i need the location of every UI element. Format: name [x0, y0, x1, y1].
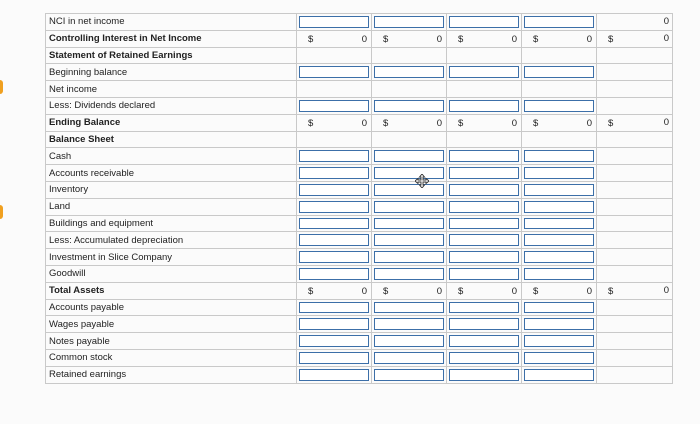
amount-input[interactable]: [449, 100, 519, 112]
input-cell: [447, 64, 522, 81]
row-label: Balance Sheet: [46, 131, 297, 148]
table-row: [46, 232, 673, 249]
total-column-cell: [597, 14, 673, 31]
input-cell: [447, 316, 522, 333]
amount-input[interactable]: [524, 352, 594, 364]
input-cell: [372, 64, 447, 81]
empty-cell: [522, 81, 597, 98]
row-label: Goodwill: [46, 265, 297, 282]
currency-symbol: $: [383, 117, 389, 129]
input-cell: [372, 316, 447, 333]
input-cell: [447, 349, 522, 366]
input-cell: [372, 198, 447, 215]
amount-input[interactable]: [374, 150, 444, 162]
input-cell: [297, 97, 372, 114]
amount-input[interactable]: [374, 167, 444, 179]
amount-input[interactable]: [524, 251, 594, 263]
input-cell: [372, 265, 447, 282]
total-column-value: 0: [663, 16, 669, 28]
total-column-cell: [597, 316, 673, 333]
amount-input[interactable]: [299, 201, 369, 213]
input-cell: [372, 181, 447, 198]
amount-input[interactable]: [374, 218, 444, 230]
row-label: Cash: [46, 148, 297, 165]
empty-cell: [522, 47, 597, 64]
amount-input[interactable]: [524, 100, 594, 112]
row-label: Buildings and equipment: [46, 215, 297, 232]
row-label: Less: Accumulated depreciation: [46, 232, 297, 249]
row-label: Retained earnings: [46, 366, 297, 383]
input-cell: [372, 215, 447, 232]
table-row: [46, 349, 673, 366]
empty-cell: [297, 81, 372, 98]
table-row: [46, 64, 673, 81]
total-cell: [447, 114, 522, 131]
table-row: [46, 14, 673, 31]
total-cell: [372, 114, 447, 131]
row-label: Accounts receivable: [46, 165, 297, 182]
row-label: Notes payable: [46, 333, 297, 350]
row-label: Common stock: [46, 349, 297, 366]
empty-cell: [372, 131, 447, 148]
input-cell: [447, 148, 522, 165]
total-cell: [372, 282, 447, 299]
amount-input[interactable]: [299, 302, 369, 314]
table-row: [46, 148, 673, 165]
amount-input[interactable]: [374, 369, 444, 381]
total-value: 0: [361, 33, 367, 45]
currency-symbol: $: [308, 33, 314, 45]
input-cell: [297, 333, 372, 350]
amount-input[interactable]: [524, 318, 594, 330]
input-cell: [297, 148, 372, 165]
amount-input[interactable]: [449, 318, 519, 330]
amount-input[interactable]: [524, 201, 594, 213]
amount-input[interactable]: [449, 201, 519, 213]
amount-input[interactable]: [449, 335, 519, 347]
move-cursor-icon: [415, 174, 429, 188]
table-row: [46, 215, 673, 232]
table-row: [46, 131, 673, 148]
total-value: 0: [586, 285, 592, 297]
total-cell: [522, 282, 597, 299]
total-column-cell: [597, 47, 673, 64]
total-column-cell: [597, 131, 673, 148]
table-row: [46, 265, 673, 282]
input-cell: [372, 333, 447, 350]
amount-input[interactable]: [449, 251, 519, 263]
amount-input[interactable]: [449, 352, 519, 364]
input-cell: [372, 349, 447, 366]
input-cell: [297, 366, 372, 383]
input-cell: [297, 64, 372, 81]
total-column-cell: [597, 232, 673, 249]
total-value: 0: [511, 33, 517, 45]
currency-symbol: $: [308, 285, 314, 297]
input-cell: [522, 265, 597, 282]
input-cell: [447, 14, 522, 31]
input-cell: [297, 299, 372, 316]
currency-symbol: $: [533, 33, 539, 45]
total-column-cell: [597, 366, 673, 383]
input-cell: [372, 299, 447, 316]
input-cell: [297, 249, 372, 266]
input-cell: [522, 14, 597, 31]
total-column-cell: [597, 181, 673, 198]
row-label: Accounts payable: [46, 299, 297, 316]
table-row: [46, 282, 673, 299]
amount-input[interactable]: [374, 352, 444, 364]
input-cell: [372, 232, 447, 249]
amount-input[interactable]: [524, 218, 594, 230]
input-cell: [297, 316, 372, 333]
currency-symbol: $: [308, 117, 314, 129]
table-row: [46, 333, 673, 350]
input-cell: [447, 333, 522, 350]
total-column-value: 0: [663, 117, 669, 129]
currency-symbol: $: [533, 285, 539, 297]
amount-input[interactable]: [299, 352, 369, 364]
empty-cell: [297, 131, 372, 148]
total-column-value: 0: [663, 285, 669, 297]
table-row: [46, 114, 673, 131]
row-label: Beginning balance: [46, 64, 297, 81]
currency-symbol: $: [608, 285, 614, 297]
currency-symbol: $: [608, 33, 614, 45]
empty-cell: [522, 131, 597, 148]
amount-input[interactable]: [449, 369, 519, 381]
currency-symbol: $: [533, 117, 539, 129]
row-label: Less: Dividends declared: [46, 97, 297, 114]
input-cell: [372, 165, 447, 182]
row-label: Statement of Retained Earnings: [46, 47, 297, 64]
input-cell: [297, 349, 372, 366]
amount-input[interactable]: [299, 335, 369, 347]
total-cell: [297, 282, 372, 299]
table-row: [46, 366, 673, 383]
progress-marker: [0, 205, 3, 219]
total-column-cell: [597, 97, 673, 114]
input-cell: [522, 333, 597, 350]
row-label: NCI in net income: [46, 14, 297, 31]
amount-input[interactable]: [374, 318, 444, 330]
total-column-cell: [597, 333, 673, 350]
input-cell: [372, 366, 447, 383]
amount-input[interactable]: [524, 302, 594, 314]
amount-input[interactable]: [524, 150, 594, 162]
input-cell: [522, 198, 597, 215]
amount-input[interactable]: [524, 16, 594, 28]
input-cell: [522, 181, 597, 198]
amount-input[interactable]: [524, 234, 594, 246]
amount-input[interactable]: [299, 218, 369, 230]
amount-input[interactable]: [374, 100, 444, 112]
amount-input[interactable]: [374, 268, 444, 280]
input-cell: [297, 181, 372, 198]
amount-input[interactable]: [449, 66, 519, 78]
row-label: Ending Balance: [46, 114, 297, 131]
table-row: [46, 47, 673, 64]
table-row: [46, 181, 673, 198]
empty-cell: [372, 47, 447, 64]
amount-input[interactable]: [299, 268, 369, 280]
amount-input[interactable]: [524, 167, 594, 179]
total-column-cell: [597, 215, 673, 232]
amount-input[interactable]: [449, 150, 519, 162]
table-row: [46, 198, 673, 215]
input-cell: [372, 249, 447, 266]
input-cell: [447, 198, 522, 215]
total-value: 0: [586, 33, 592, 45]
total-column-cell: [597, 349, 673, 366]
input-cell: [447, 299, 522, 316]
amount-input[interactable]: [299, 167, 369, 179]
total-value: 0: [436, 285, 442, 297]
amount-input[interactable]: [374, 251, 444, 263]
input-cell: [372, 97, 447, 114]
empty-cell: [297, 47, 372, 64]
table-row: [46, 165, 673, 182]
amount-input[interactable]: [374, 302, 444, 314]
input-cell: [447, 366, 522, 383]
total-column-cell: [597, 165, 673, 182]
row-label: Net income: [46, 81, 297, 98]
consolidation-worksheet: [45, 13, 673, 384]
table-row: [46, 81, 673, 98]
amount-input[interactable]: [299, 184, 369, 196]
empty-cell: [447, 47, 522, 64]
total-value: 0: [511, 117, 517, 129]
total-cell: [447, 282, 522, 299]
input-cell: [522, 215, 597, 232]
amount-input[interactable]: [374, 234, 444, 246]
input-cell: [447, 265, 522, 282]
amount-input[interactable]: [299, 100, 369, 112]
total-cell: [372, 30, 447, 47]
amount-input[interactable]: [374, 335, 444, 347]
total-column-cell: [597, 148, 673, 165]
input-cell: [297, 232, 372, 249]
input-cell: [522, 316, 597, 333]
total-column-cell: [597, 198, 673, 215]
progress-marker: [0, 80, 3, 94]
currency-symbol: $: [458, 285, 464, 297]
total-column-value: 0: [663, 33, 669, 45]
input-cell: [447, 181, 522, 198]
amount-input[interactable]: [449, 167, 519, 179]
currency-symbol: $: [458, 117, 464, 129]
input-cell: [522, 165, 597, 182]
amount-input[interactable]: [299, 318, 369, 330]
input-cell: [447, 232, 522, 249]
table-row: [46, 299, 673, 316]
amount-input[interactable]: [449, 234, 519, 246]
currency-symbol: $: [383, 33, 389, 45]
input-cell: [447, 249, 522, 266]
currency-symbol: $: [383, 285, 389, 297]
input-cell: [297, 165, 372, 182]
amount-input[interactable]: [449, 218, 519, 230]
input-cell: [297, 265, 372, 282]
total-value: 0: [361, 117, 367, 129]
currency-symbol: $: [458, 33, 464, 45]
total-column-cell: [597, 249, 673, 266]
amount-input[interactable]: [299, 369, 369, 381]
table-row: [46, 249, 673, 266]
input-cell: [522, 366, 597, 383]
amount-input[interactable]: [524, 369, 594, 381]
amount-input[interactable]: [524, 184, 594, 196]
amount-input[interactable]: [449, 184, 519, 196]
total-column-cell: [597, 64, 673, 81]
input-cell: [372, 14, 447, 31]
input-cell: [372, 148, 447, 165]
table-row: [46, 316, 673, 333]
total-cell: [447, 30, 522, 47]
amount-input[interactable]: [374, 16, 444, 28]
table-row: [46, 97, 673, 114]
empty-cell: [447, 81, 522, 98]
amount-input[interactable]: [299, 16, 369, 28]
amount-input[interactable]: [449, 16, 519, 28]
row-label: Controlling Interest in Net Income: [46, 30, 297, 47]
input-cell: [522, 97, 597, 114]
input-cell: [297, 14, 372, 31]
total-value: 0: [361, 285, 367, 297]
amount-input[interactable]: [299, 251, 369, 263]
amount-input[interactable]: [299, 234, 369, 246]
total-value: 0: [586, 117, 592, 129]
amount-input[interactable]: [524, 268, 594, 280]
empty-cell: [372, 81, 447, 98]
input-cell: [522, 349, 597, 366]
amount-input[interactable]: [449, 268, 519, 280]
row-label: Inventory: [46, 181, 297, 198]
total-column-cell: [597, 265, 673, 282]
amount-input[interactable]: [299, 150, 369, 162]
total-cell: [522, 114, 597, 131]
row-label: Investment in Slice Company: [46, 249, 297, 266]
amount-input[interactable]: [524, 66, 594, 78]
input-cell: [447, 165, 522, 182]
total-column-cell: [597, 299, 673, 316]
input-cell: [297, 198, 372, 215]
input-cell: [522, 299, 597, 316]
total-column-cell: [597, 114, 673, 131]
amount-input[interactable]: [299, 66, 369, 78]
total-column-cell: [597, 282, 673, 299]
input-cell: [522, 148, 597, 165]
amount-input[interactable]: [524, 335, 594, 347]
input-cell: [522, 249, 597, 266]
total-value: 0: [436, 117, 442, 129]
table-row: [46, 30, 673, 47]
total-value: 0: [436, 33, 442, 45]
total-cell: [522, 30, 597, 47]
currency-symbol: $: [608, 117, 614, 129]
amount-input[interactable]: [374, 184, 444, 196]
input-cell: [297, 215, 372, 232]
input-cell: [522, 64, 597, 81]
empty-cell: [447, 131, 522, 148]
amount-input[interactable]: [449, 302, 519, 314]
total-column-cell: [597, 30, 673, 47]
row-label: Land: [46, 198, 297, 215]
input-cell: [522, 232, 597, 249]
amount-input[interactable]: [374, 66, 444, 78]
row-label: Total Assets: [46, 282, 297, 299]
row-label: Wages payable: [46, 316, 297, 333]
total-column-cell: [597, 81, 673, 98]
amount-input[interactable]: [374, 201, 444, 213]
input-cell: [447, 215, 522, 232]
total-cell: [297, 30, 372, 47]
total-cell: [297, 114, 372, 131]
total-value: 0: [511, 285, 517, 297]
input-cell: [447, 97, 522, 114]
